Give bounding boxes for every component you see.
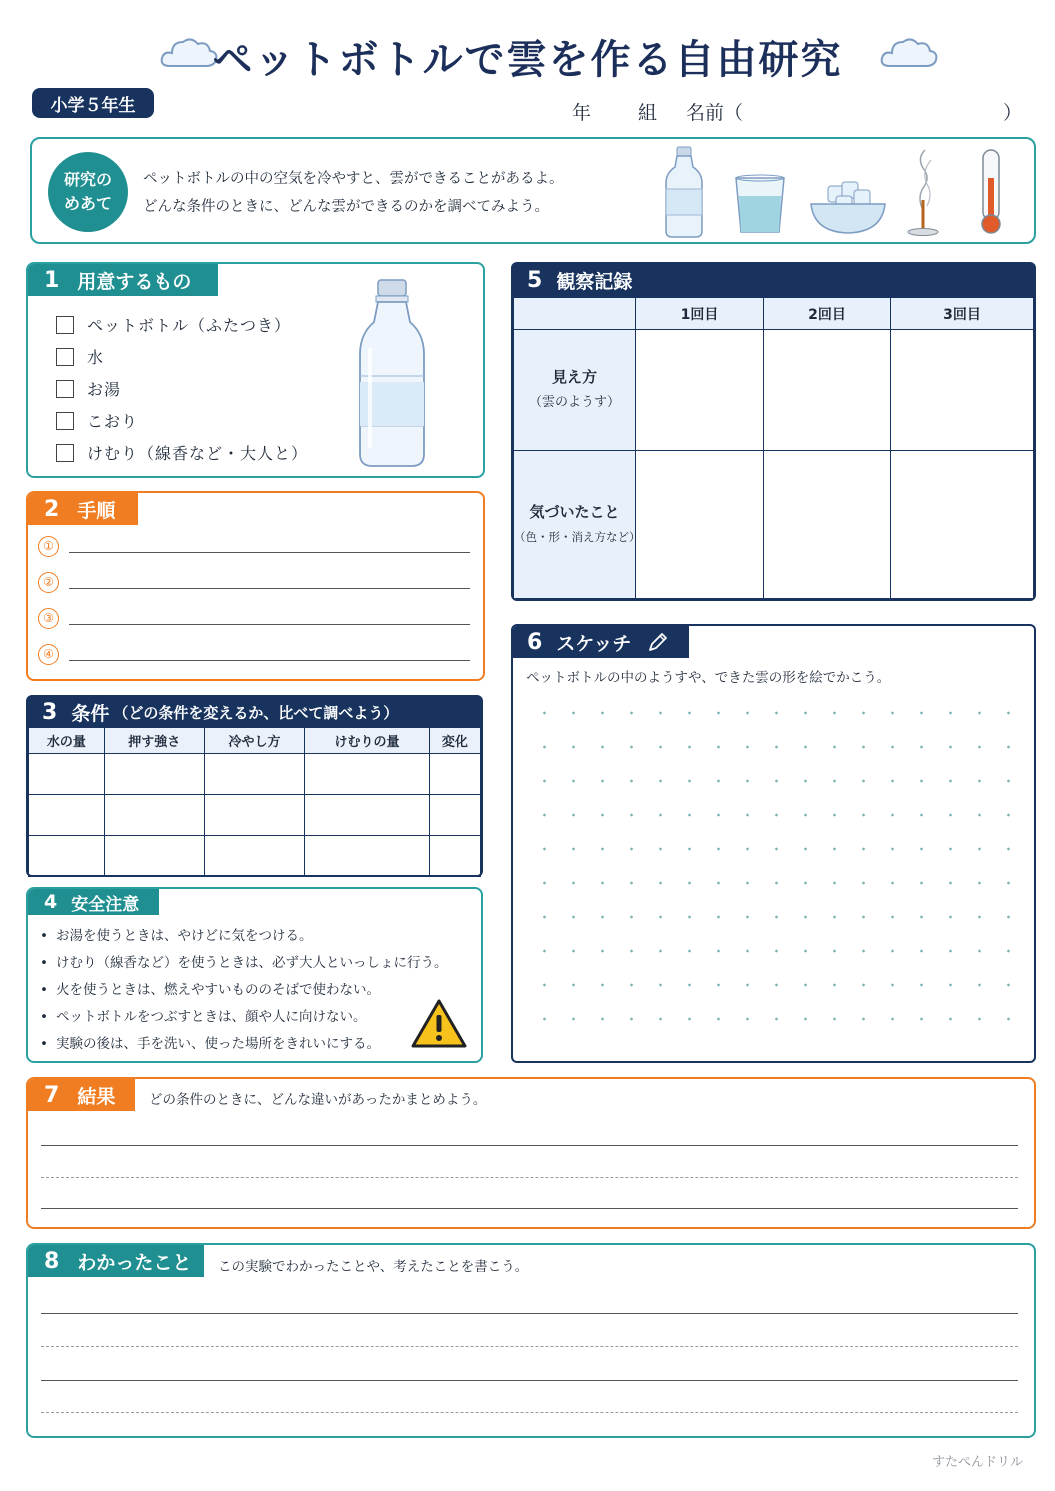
section-observation-header xyxy=(513,264,1034,297)
purpose-line-1: ペットボトルの中の空気を冷やすと、雲ができることがあるよ。 xyxy=(143,171,564,187)
section-title: スケッチ xyxy=(556,632,632,655)
section-conditions-header xyxy=(28,697,481,727)
step-write-line[interactable] xyxy=(69,611,470,625)
sketch-dot-grid[interactable] xyxy=(530,696,1020,1026)
step-write-line[interactable] xyxy=(69,647,470,661)
column-header: 1回目 xyxy=(636,298,764,330)
section-number: 5 xyxy=(527,268,543,293)
section-number: 2 xyxy=(44,496,60,522)
section-subtitle: （どの条件を変えるか、比べて調べよう） xyxy=(113,703,399,722)
section-procedure-header xyxy=(28,493,138,525)
pencil-icon xyxy=(647,631,669,653)
step-row[interactable] xyxy=(38,605,470,631)
table-cell[interactable] xyxy=(764,451,891,599)
purpose-line-2: どんな条件のときに、どんな雲ができるのかを調べてみよう。 xyxy=(143,199,549,215)
safety-item: • 火を使うときは、燃えやすいもののそばで使わない。 xyxy=(40,978,380,998)
material-label: こおり xyxy=(87,412,139,431)
corner-header xyxy=(514,298,636,330)
step-number: ④ xyxy=(38,644,59,665)
column-header: 水の量 xyxy=(29,728,105,754)
write-line[interactable] xyxy=(41,1145,1018,1146)
column-header: けむりの量 xyxy=(305,728,430,754)
ice-bowl-icon xyxy=(808,178,888,238)
safety-item: • お湯を使うときは、やけどに気をつける。 xyxy=(40,924,312,944)
column-header: 変化 xyxy=(429,728,480,754)
table-cell[interactable] xyxy=(305,836,430,877)
section-title: 手順 xyxy=(77,499,116,522)
section-title: 観察記録 xyxy=(556,271,633,293)
glass-icon xyxy=(733,174,787,236)
checkbox[interactable] xyxy=(56,348,74,366)
write-line[interactable] xyxy=(41,1313,1018,1314)
write-line[interactable] xyxy=(41,1208,1018,1209)
incense-icon xyxy=(905,148,941,238)
table-cell[interactable] xyxy=(204,754,304,795)
step-row[interactable] xyxy=(38,533,470,559)
material-item[interactable] xyxy=(56,409,138,432)
table-cell[interactable] xyxy=(204,836,304,877)
table-row xyxy=(29,754,481,795)
section-results-header xyxy=(28,1079,135,1111)
table-cell[interactable] xyxy=(429,754,480,795)
table-cell[interactable] xyxy=(104,795,204,836)
table-cell[interactable] xyxy=(764,330,891,451)
table-cell[interactable] xyxy=(29,795,105,836)
section-title: 条件 xyxy=(71,702,110,725)
column-header: 2回目 xyxy=(764,298,891,330)
material-label: 水 xyxy=(87,348,105,367)
step-number: ② xyxy=(38,572,59,593)
checkbox[interactable] xyxy=(56,412,74,430)
safety-item: • けむり（線香など）を使うときは、必ず大人といっしょに行う。 xyxy=(40,951,447,971)
step-row[interactable] xyxy=(38,569,470,595)
purpose-label-2: めあて xyxy=(63,194,112,213)
row-label xyxy=(514,451,641,599)
purpose-badge xyxy=(48,152,128,232)
section-title: 安全注意 xyxy=(71,894,140,915)
purpose-text xyxy=(143,165,564,221)
step-row[interactable] xyxy=(38,641,470,667)
cloud-icon xyxy=(876,32,942,72)
column-header: 3回目 xyxy=(891,298,1034,330)
row-label-main: 気づいたこと xyxy=(529,503,620,521)
warning-icon xyxy=(410,998,468,1050)
footer-brand: すたぺんドリル xyxy=(931,1455,1023,1470)
year-label: 年 xyxy=(572,102,592,124)
row-label xyxy=(514,330,636,451)
table-cell[interactable] xyxy=(891,451,1034,599)
table-cell[interactable] xyxy=(305,754,430,795)
table-cell[interactable] xyxy=(305,795,430,836)
material-item[interactable] xyxy=(56,345,104,368)
sketch-description: ペットボトルの中のようすや、できた雲の形を絵でかこう。 xyxy=(526,670,891,686)
step-number: ① xyxy=(38,536,59,557)
section-number: 3 xyxy=(42,699,58,725)
material-item[interactable] xyxy=(56,377,121,400)
material-label: けむり（線香など・大人と） xyxy=(87,444,309,463)
page-title: ペットボトルで雲を作る自由研究 xyxy=(212,37,843,83)
results-description: どの条件のときに、どんな違いがあったかまとめよう。 xyxy=(149,1092,487,1108)
table-cell[interactable] xyxy=(429,795,480,836)
write-line[interactable] xyxy=(41,1380,1018,1381)
section-number: 8 xyxy=(44,1248,60,1274)
row-label-sub: （色・形・消え方など） xyxy=(514,530,641,544)
section-title: 用意するもの xyxy=(77,270,192,293)
checkbox[interactable] xyxy=(56,316,74,334)
thermometer-icon xyxy=(977,148,1005,236)
column-header: 冷やし方 xyxy=(204,728,304,754)
checkbox[interactable] xyxy=(56,444,74,462)
grade-badge: 小学５年生 xyxy=(32,88,154,118)
table-row xyxy=(29,836,481,877)
section-number: 6 xyxy=(527,629,543,655)
table-cell[interactable] xyxy=(204,795,304,836)
material-item[interactable] xyxy=(56,441,308,464)
purpose-label-1: 研究の xyxy=(63,170,112,189)
table-row xyxy=(514,451,1034,599)
section-number: 4 xyxy=(44,891,58,913)
table-cell[interactable] xyxy=(891,330,1034,451)
table-cell[interactable] xyxy=(104,836,204,877)
section-materials-header xyxy=(28,264,218,296)
column-header: 押す強さ xyxy=(104,728,204,754)
material-label: ペットボトル（ふたつき） xyxy=(87,316,292,335)
step-number: ③ xyxy=(38,608,59,629)
section-title: 結果 xyxy=(77,1085,116,1108)
table-cell[interactable] xyxy=(429,836,480,877)
guide-line xyxy=(41,1346,1018,1347)
material-label: お湯 xyxy=(87,380,122,399)
row-label-sub: （雲のようす） xyxy=(528,395,620,410)
guide-line xyxy=(41,1412,1018,1413)
section-title: わかったこと xyxy=(77,1251,192,1274)
section-sketch-header xyxy=(513,626,689,658)
step-write-line[interactable] xyxy=(69,575,470,589)
material-item[interactable] xyxy=(56,313,291,336)
class-label: 組 xyxy=(638,102,658,124)
table-cell[interactable] xyxy=(29,836,105,877)
safety-item: • ペットボトルをつぶすときは、顔や人に向けない。 xyxy=(40,1005,366,1025)
table-cell[interactable] xyxy=(636,451,764,599)
section-safety-header xyxy=(28,889,159,915)
bottle-icon xyxy=(356,278,428,470)
table-row xyxy=(29,795,481,836)
step-write-line[interactable] xyxy=(69,539,470,553)
name-close: ） xyxy=(1003,102,1023,124)
findings-description: この実験でわかったことや、考えたことを書こう。 xyxy=(218,1259,529,1275)
table-cell[interactable] xyxy=(636,330,764,451)
section-number: 1 xyxy=(44,267,60,293)
section-findings-header xyxy=(28,1245,204,1277)
section-number: 7 xyxy=(44,1082,60,1108)
table-row xyxy=(514,330,1034,451)
name-label: 名前（ xyxy=(686,102,744,124)
checkbox[interactable] xyxy=(56,380,74,398)
table-cell[interactable] xyxy=(104,754,204,795)
safety-item: • 実験の後は、手を洗い、使った場所をきれいにする。 xyxy=(40,1032,380,1052)
table-cell[interactable] xyxy=(29,754,105,795)
observation-table xyxy=(513,297,1034,599)
guide-line xyxy=(41,1177,1018,1178)
conditions-table xyxy=(28,727,481,877)
row-label-main: 見え方 xyxy=(551,368,597,386)
bottle-icon xyxy=(662,145,706,239)
